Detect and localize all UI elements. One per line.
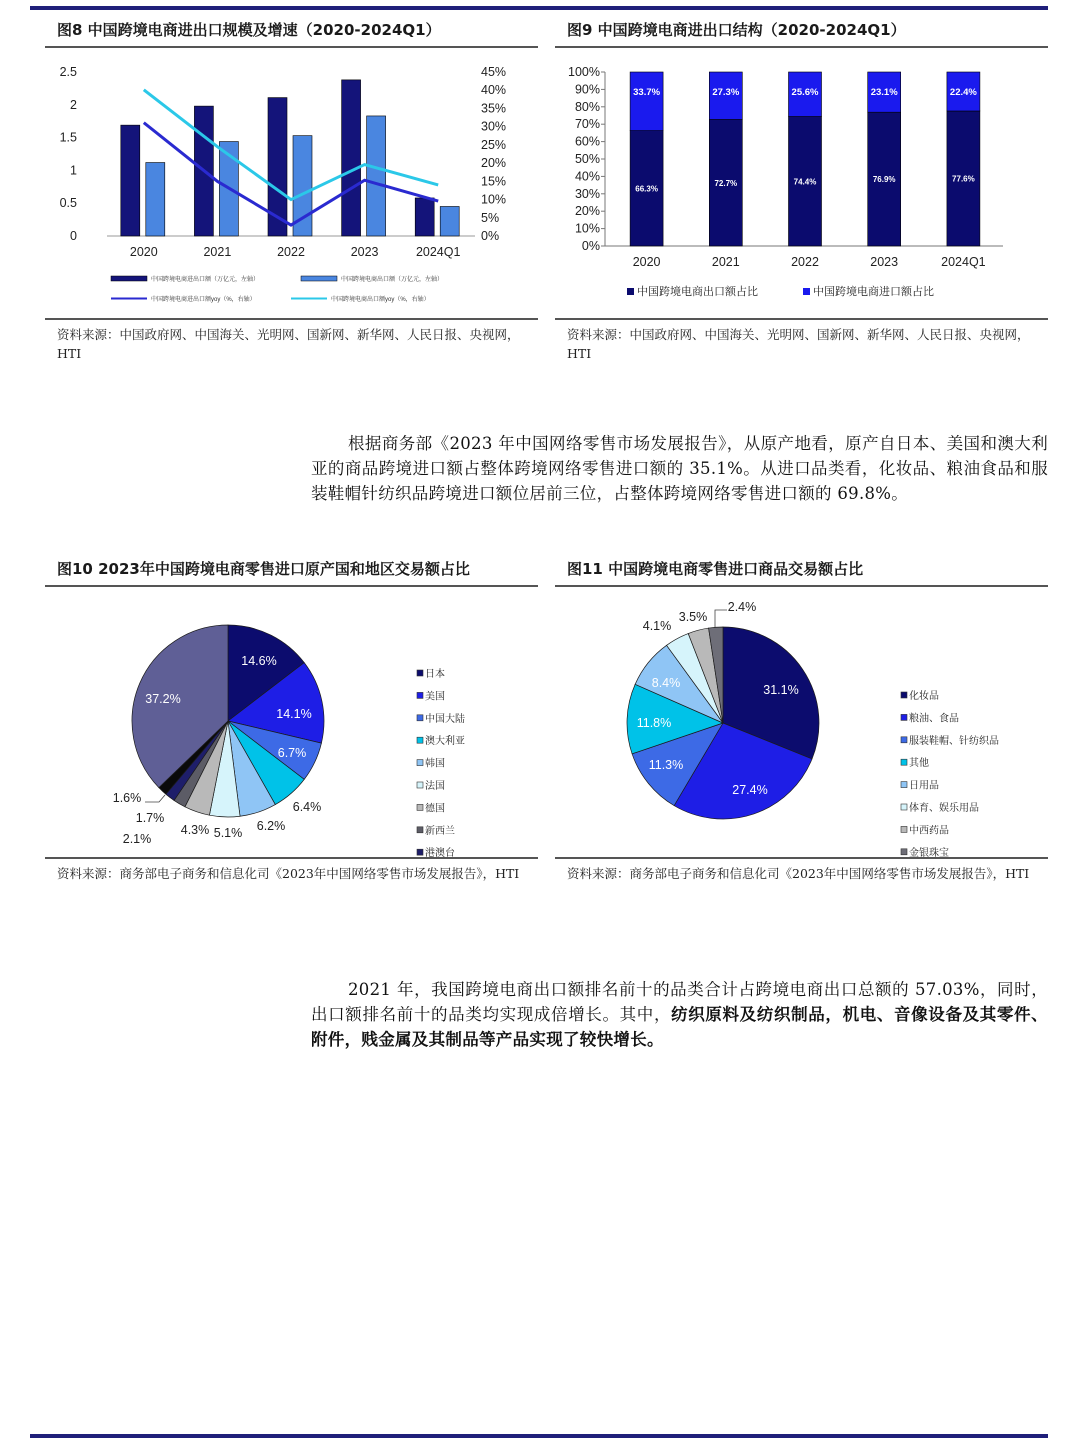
legend-swatch [417,827,423,833]
figure-8-title: 图8 中国跨境电商进出口规模及增速（2020-2024Q1） [45,12,538,48]
y-tick-label: 50% [574,152,600,166]
figure-11-source: 资料来源：商务部电子商务和信息化司《2023年中国网络零售市场发展报告》，HTI [555,857,1048,907]
data-label: 72.7% [714,178,738,188]
legend-label: 化妆品 [909,691,939,702]
legend-swatch [901,804,907,810]
x-tick-label: 2024Q1 [941,255,986,269]
bar [415,198,434,236]
leader-line [145,795,165,802]
figure-11-panel [555,551,1048,907]
data-label: 2.1% [122,832,152,846]
legend-swatch [417,782,423,788]
y-tick-right: 35% [481,101,507,116]
data-label: 4.1% [642,619,672,633]
y-tick-left: 2 [70,97,77,112]
data-label: 77.6% [952,174,975,184]
x-tick-label: 2024Q1 [415,245,461,259]
legend-label: 中国跨境电商出口额（万亿元，左轴） [341,277,444,283]
legend-label: 美国 [425,691,445,703]
x-tick-label: 2022 [791,255,819,269]
y-tick-label: 90% [574,82,600,97]
legend-label: 中国大陆 [425,713,465,725]
legend-swatch [417,715,423,721]
figure-8-panel [45,12,538,368]
bar [367,116,386,236]
data-label: 5.1% [213,826,243,840]
y-tick-label: 30% [574,186,600,201]
figure-8-chart [45,54,538,326]
legend-label: 粮油、食品 [909,713,959,725]
x-tick-label: 2020 [632,255,661,269]
data-label: 11.3% [648,758,684,772]
leader-line [715,610,727,627]
data-label: 31.1% [763,683,799,697]
legend-label: 新西兰 [425,825,455,837]
legend-label: 法国 [425,781,445,792]
legend-label: 德国 [425,803,445,815]
body-paragraph-2 [311,977,1048,1052]
legend-swatch [301,276,337,281]
y-tick-left: 0 [70,229,77,243]
y-tick-label: 10% [574,221,600,236]
figure-10-chart [45,593,538,859]
legend-swatch [417,737,423,743]
body-paragraph-2-text: 2021 年，我国跨境电商出口额排名前十的品类合计占跨境电商出口总额的 57.03%，同时，出口额排名前十的品类均实现成倍增长。其中， [311,980,1048,1024]
legend-label: 中国跨境电商进出口额（万亿元，左轴） [151,277,260,283]
figure-11-chart [555,593,1048,859]
y-tick-left: 2.5 [59,65,77,79]
figure-9-panel [555,12,1048,368]
y-tick-right: 5% [481,210,500,225]
data-label: 11.8% [636,716,672,730]
bar [440,206,459,236]
y-tick-label: 0% [581,239,600,253]
data-label: 2.4% [727,600,757,614]
bar [342,80,361,236]
y-tick-label: 80% [574,99,600,114]
figure-9-chart [555,54,1048,326]
legend-swatch [803,288,810,295]
body-paragraph-2-emphasis: 纺织原料及纺织制品，机电、音像设备及其零件、附件，贱金属及其制品等产品实现了较快增长。 [311,1005,1048,1049]
data-label: 8.4% [651,676,681,690]
stacked-bar-segment [630,72,663,131]
legend-label: 韩国 [425,758,445,770]
x-tick-label: 2021 [203,245,232,259]
figure-10-source: 资料来源：商务部电子商务和信息化司《2023年中国网络零售市场发展报告》，HTI [45,857,538,907]
y-tick-right: 20% [481,156,507,171]
y-tick-right: 25% [481,137,507,152]
legend-label: 日用品 [909,780,939,792]
legend-label: 中国跨境电商出口额占比 [637,286,758,298]
x-tick-label: 2020 [129,245,158,259]
figure-9-source: 资料来源：中国政府网、中国海关、光明网、国新网、新华网、人民日报、央视网，HTI [555,318,1048,368]
body-paragraph-1: 根据商务部《2023 年中国网络零售市场发展报告》，从原产地看，原产自日本、美国和澳大利亚的商品跨境进口额占整体跨境网络零售进口额的 35.1%。从进口品类看，化妆品、粮油食品和服装鞋帽针纺织品跨境进口额位居前三位，占整体跨境网络零售进口额的 69.8%。 [311,434,1048,503]
top-rule [30,6,1048,10]
series-line [144,90,438,200]
legend-label: 中国跨境电商进出口额yoy（%，右轴） [151,297,256,303]
legend-swatch [417,804,423,810]
legend-label: 金银珠宝 [909,847,949,859]
data-label: 6.4% [292,800,322,814]
legend-swatch [901,759,907,765]
data-label: 14.6% [241,654,277,668]
y-tick-label: 70% [574,117,600,132]
y-tick-label: 60% [574,134,600,149]
bottom-rule [30,1434,1048,1438]
legend-label: 港澳台 [425,848,455,859]
data-label: 6.2% [256,819,286,833]
legend-swatch [417,692,423,698]
figure-8-source: 资料来源：中国政府网、中国海关、光明网、国新网、新华网、人民日报、央视网，HTI [45,318,538,368]
bar [121,125,140,236]
data-label: 14.1% [276,707,312,721]
data-label: 27.4% [732,783,768,797]
y-tick-label: 100% [568,65,600,79]
y-tick-label: 40% [574,169,600,184]
data-label: 37.2% [145,692,181,706]
data-label: 1.6% [112,791,142,805]
data-label: 6.7% [277,746,307,760]
legend-swatch [901,692,907,698]
y-tick-right: 15% [481,174,507,189]
y-tick-left: 1 [70,163,77,178]
y-tick-right: 10% [481,192,507,207]
legend-label: 服装鞋帽、针纺织品 [909,735,999,747]
data-label: 76.9% [872,175,896,185]
bar [146,163,165,236]
legend-label: 其他 [909,758,929,770]
legend-swatch [417,760,423,766]
y-tick-right: 30% [481,119,507,134]
legend-swatch [111,276,147,281]
legend-swatch [901,714,907,720]
y-tick-right: 40% [481,83,507,98]
y-tick-left: 1.5 [59,130,77,145]
legend-swatch [901,737,907,743]
legend-label: 体育、娱乐用品 [909,803,979,814]
legend-swatch [901,782,907,788]
data-label: 33.7% [633,87,661,98]
bar [268,98,287,236]
y-tick-label: 20% [574,204,600,219]
legend-swatch [627,288,634,295]
data-label: 27.3% [712,87,740,98]
data-label: 22.4% [949,87,977,98]
x-tick-label: 2023 [870,255,899,269]
x-tick-label: 2023 [350,245,379,259]
legend-swatch [901,826,907,832]
figure-11-title: 图11 中国跨境电商零售进口商品交易额占比 [555,551,1048,587]
data-label: 25.6% [791,87,819,98]
data-label: 3.5% [678,610,708,624]
data-label: 66.3% [635,184,658,194]
data-label: 1.7% [135,811,165,825]
y-tick-right: 45% [481,65,507,79]
figure-10-panel [45,551,538,907]
legend-label: 中国跨境电商进口额占比 [813,286,934,298]
legend-swatch [417,849,423,855]
figure-10-title: 图10 2023年中国跨境电商零售进口原产国和地区交易额占比 [45,551,538,587]
x-tick-label: 2021 [711,255,740,269]
data-label: 74.4% [793,177,817,187]
data-label: 4.3% [180,823,210,837]
x-tick-label: 2022 [277,245,305,259]
legend-label: 中国跨境电商出口额yoy（%，右轴） [331,297,430,303]
y-tick-left: 0.5 [59,196,77,211]
legend-swatch [417,670,423,676]
legend-label: 澳大利亚 [425,736,465,748]
data-label: 23.1% [870,87,898,98]
legend-label: 日本 [425,669,445,680]
legend-swatch [901,849,907,855]
legend-label: 中西药品 [909,825,949,837]
y-tick-right: 0% [481,229,500,243]
figure-9-title: 图9 中国跨境电商进出口结构（2020-2024Q1） [555,12,1048,48]
